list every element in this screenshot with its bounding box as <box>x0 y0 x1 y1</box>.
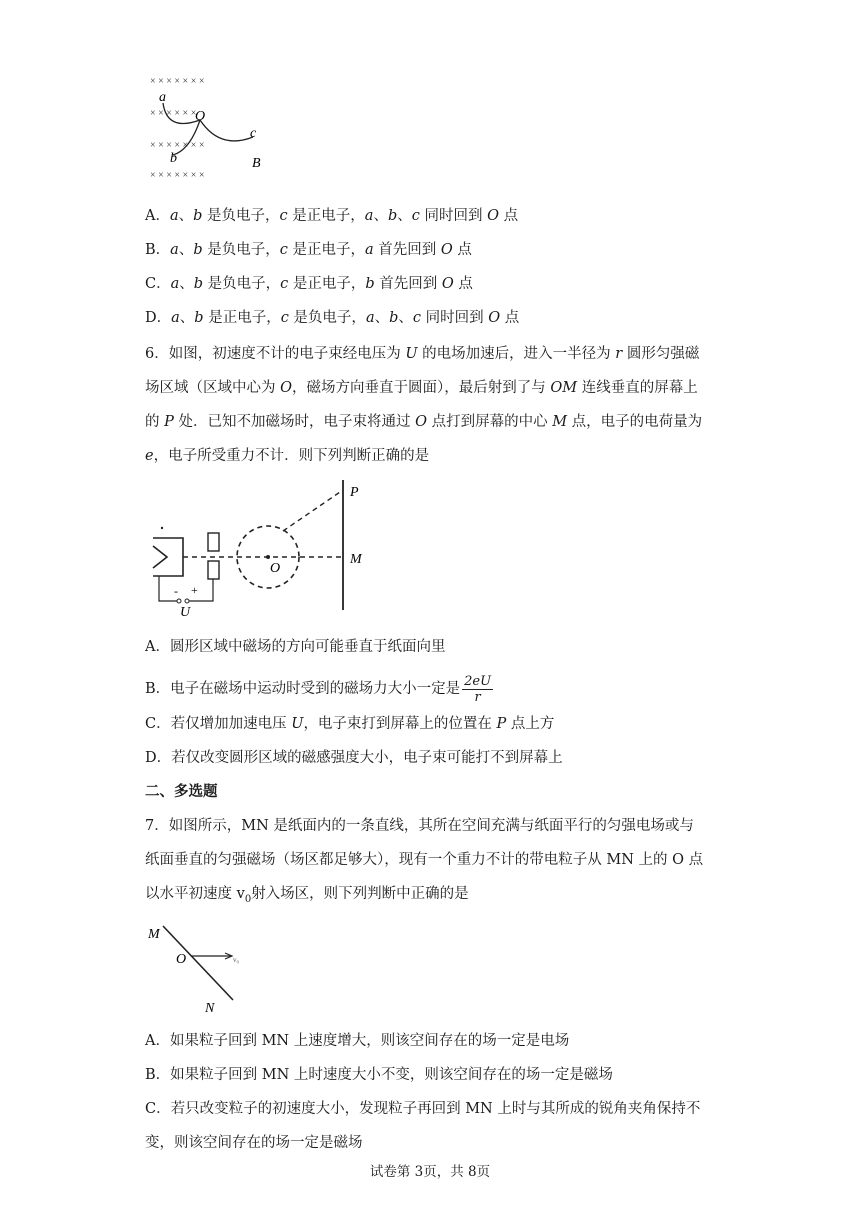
q6-option-a: A．圆形区域中磁场的方向可能垂直于纸面向里 <box>145 639 446 655</box>
label-O: O <box>176 952 187 967</box>
label-v0: v₀ <box>233 956 239 964</box>
q6-option-c: C．若仅增加加速电压 U，电子束打到屏幕上的位置在 P 点上方 <box>145 716 555 732</box>
plate-bottom <box>208 561 219 579</box>
svg-text:× × × × × ×: × × × × × × <box>150 108 197 119</box>
label-minus: - <box>174 584 178 598</box>
label-U: U <box>180 605 191 618</box>
q6-stem-line2: 场区域（区域中心为 O，磁场方向垂直于圆面），最后射到了与 OM 连线垂直的屏幕上 <box>145 380 698 396</box>
fraction-2eU-over-r: $\frac{2eU}{r}$ <box>464 673 492 705</box>
q7-option-c-line1: C．若只改变粒子的初速度大小，发现粒子再回到 MN 上时与其所成的锐角夹角保持不 <box>145 1101 701 1117</box>
terminal-minus <box>177 599 181 603</box>
q6-stem-line3: 的 P 处．已知不加磁场时，电子束将通过 O 点打到屏幕的中心 M 点，电子的电荷量为 <box>145 414 703 430</box>
figure-q6-electron-beam <box>145 478 385 618</box>
figure-q7-line-mn <box>145 918 255 1013</box>
section-heading-multiple-choice: 二、多选题 <box>145 783 218 800</box>
q7-stem-line2: 纸面垂直的匀强磁场（场区都足够大），现有一个重力不计的带电粒子从 MN 上的 O 点 <box>145 852 704 868</box>
svg-text:× × × × × × ×: × × × × × × × <box>150 170 205 181</box>
q7-option-a: A．如果粒子回到 MN 上速度增大，则该空间存在的场一定是电场 <box>145 1033 570 1049</box>
q6-stem-line4: e，电子所受重力不计．则下列判断正确的是 <box>145 448 430 464</box>
q7-option-b: B．如果粒子回到 MN 上时速度大小不变，则该空间存在的场一定是磁场 <box>145 1067 613 1083</box>
label-c: c <box>250 126 257 141</box>
q5-option-b: B．a、b 是负电子，c 是正电子，a 首先回到 O 点 <box>145 242 472 258</box>
line-MN <box>163 926 233 1000</box>
label-b: b <box>170 151 177 166</box>
figure-q5-magnetic-field <box>145 70 275 185</box>
figure-q7-svg <box>145 918 255 1013</box>
q6-stem-line1: 6．如图，初速度不计的电子束经电压为 U 的电场加速后，进入一半径为 r 圆形匀强磁 <box>145 346 700 362</box>
label-plus: + <box>191 583 198 597</box>
cathode <box>153 546 167 568</box>
q7-option-c-line2: 变，则该空间存在的场一定是磁场 <box>145 1135 363 1151</box>
deflected-beam <box>283 490 343 531</box>
svg-text:× × × × × × ×: × × × × × × × <box>150 76 205 87</box>
q6-option-d: D．若仅改变圆形区域的磁感强度大小，电子束可能打不到屏幕上 <box>145 750 563 766</box>
label-O: O <box>195 109 206 124</box>
q5-option-d: D．a、b 是正电子，c 是负电子，a、b、c 同时回到 O 点 <box>145 310 520 326</box>
q6-option-b: B．电子在磁场中运动时受到的磁场力大小一定是 $\frac{2eU}{r}$ <box>145 673 492 705</box>
label-M: M <box>350 552 362 567</box>
label-M: M <box>148 927 160 942</box>
q5-option-c: C．a、b 是负电子，c 是正电子，b 首先回到 O 点 <box>145 276 473 292</box>
plate-top <box>208 533 219 551</box>
q7-stem-line3: 以水平初速度 $v_0$射入场区，则下列判断中正确的是 <box>145 886 469 905</box>
label-P: P <box>350 485 359 500</box>
svg-text:× × × × × × ×: × × × × × × × <box>150 140 205 151</box>
q5-option-a: A．a、b 是负电子，c 是正电子，a、b、c 同时回到 O 点 <box>145 208 519 224</box>
q7-stem-line1: 7．如图所示，MN 是纸面内的一条直线，其所在空间充满与纸面平行的匀强电场或与 <box>145 818 694 834</box>
figure-q5-svg <box>145 70 275 185</box>
label-a: a <box>159 90 166 105</box>
dot-mark <box>161 527 163 529</box>
trajectory-c <box>200 120 253 141</box>
center-O <box>266 555 270 559</box>
page-footer: 试卷第 3页，共 8页 <box>369 1164 491 1180</box>
label-N: N <box>205 1001 215 1013</box>
label-B: B <box>252 156 261 171</box>
label-O: O <box>270 561 281 576</box>
figure-q6-svg <box>145 478 385 618</box>
terminal-plus <box>185 599 189 603</box>
